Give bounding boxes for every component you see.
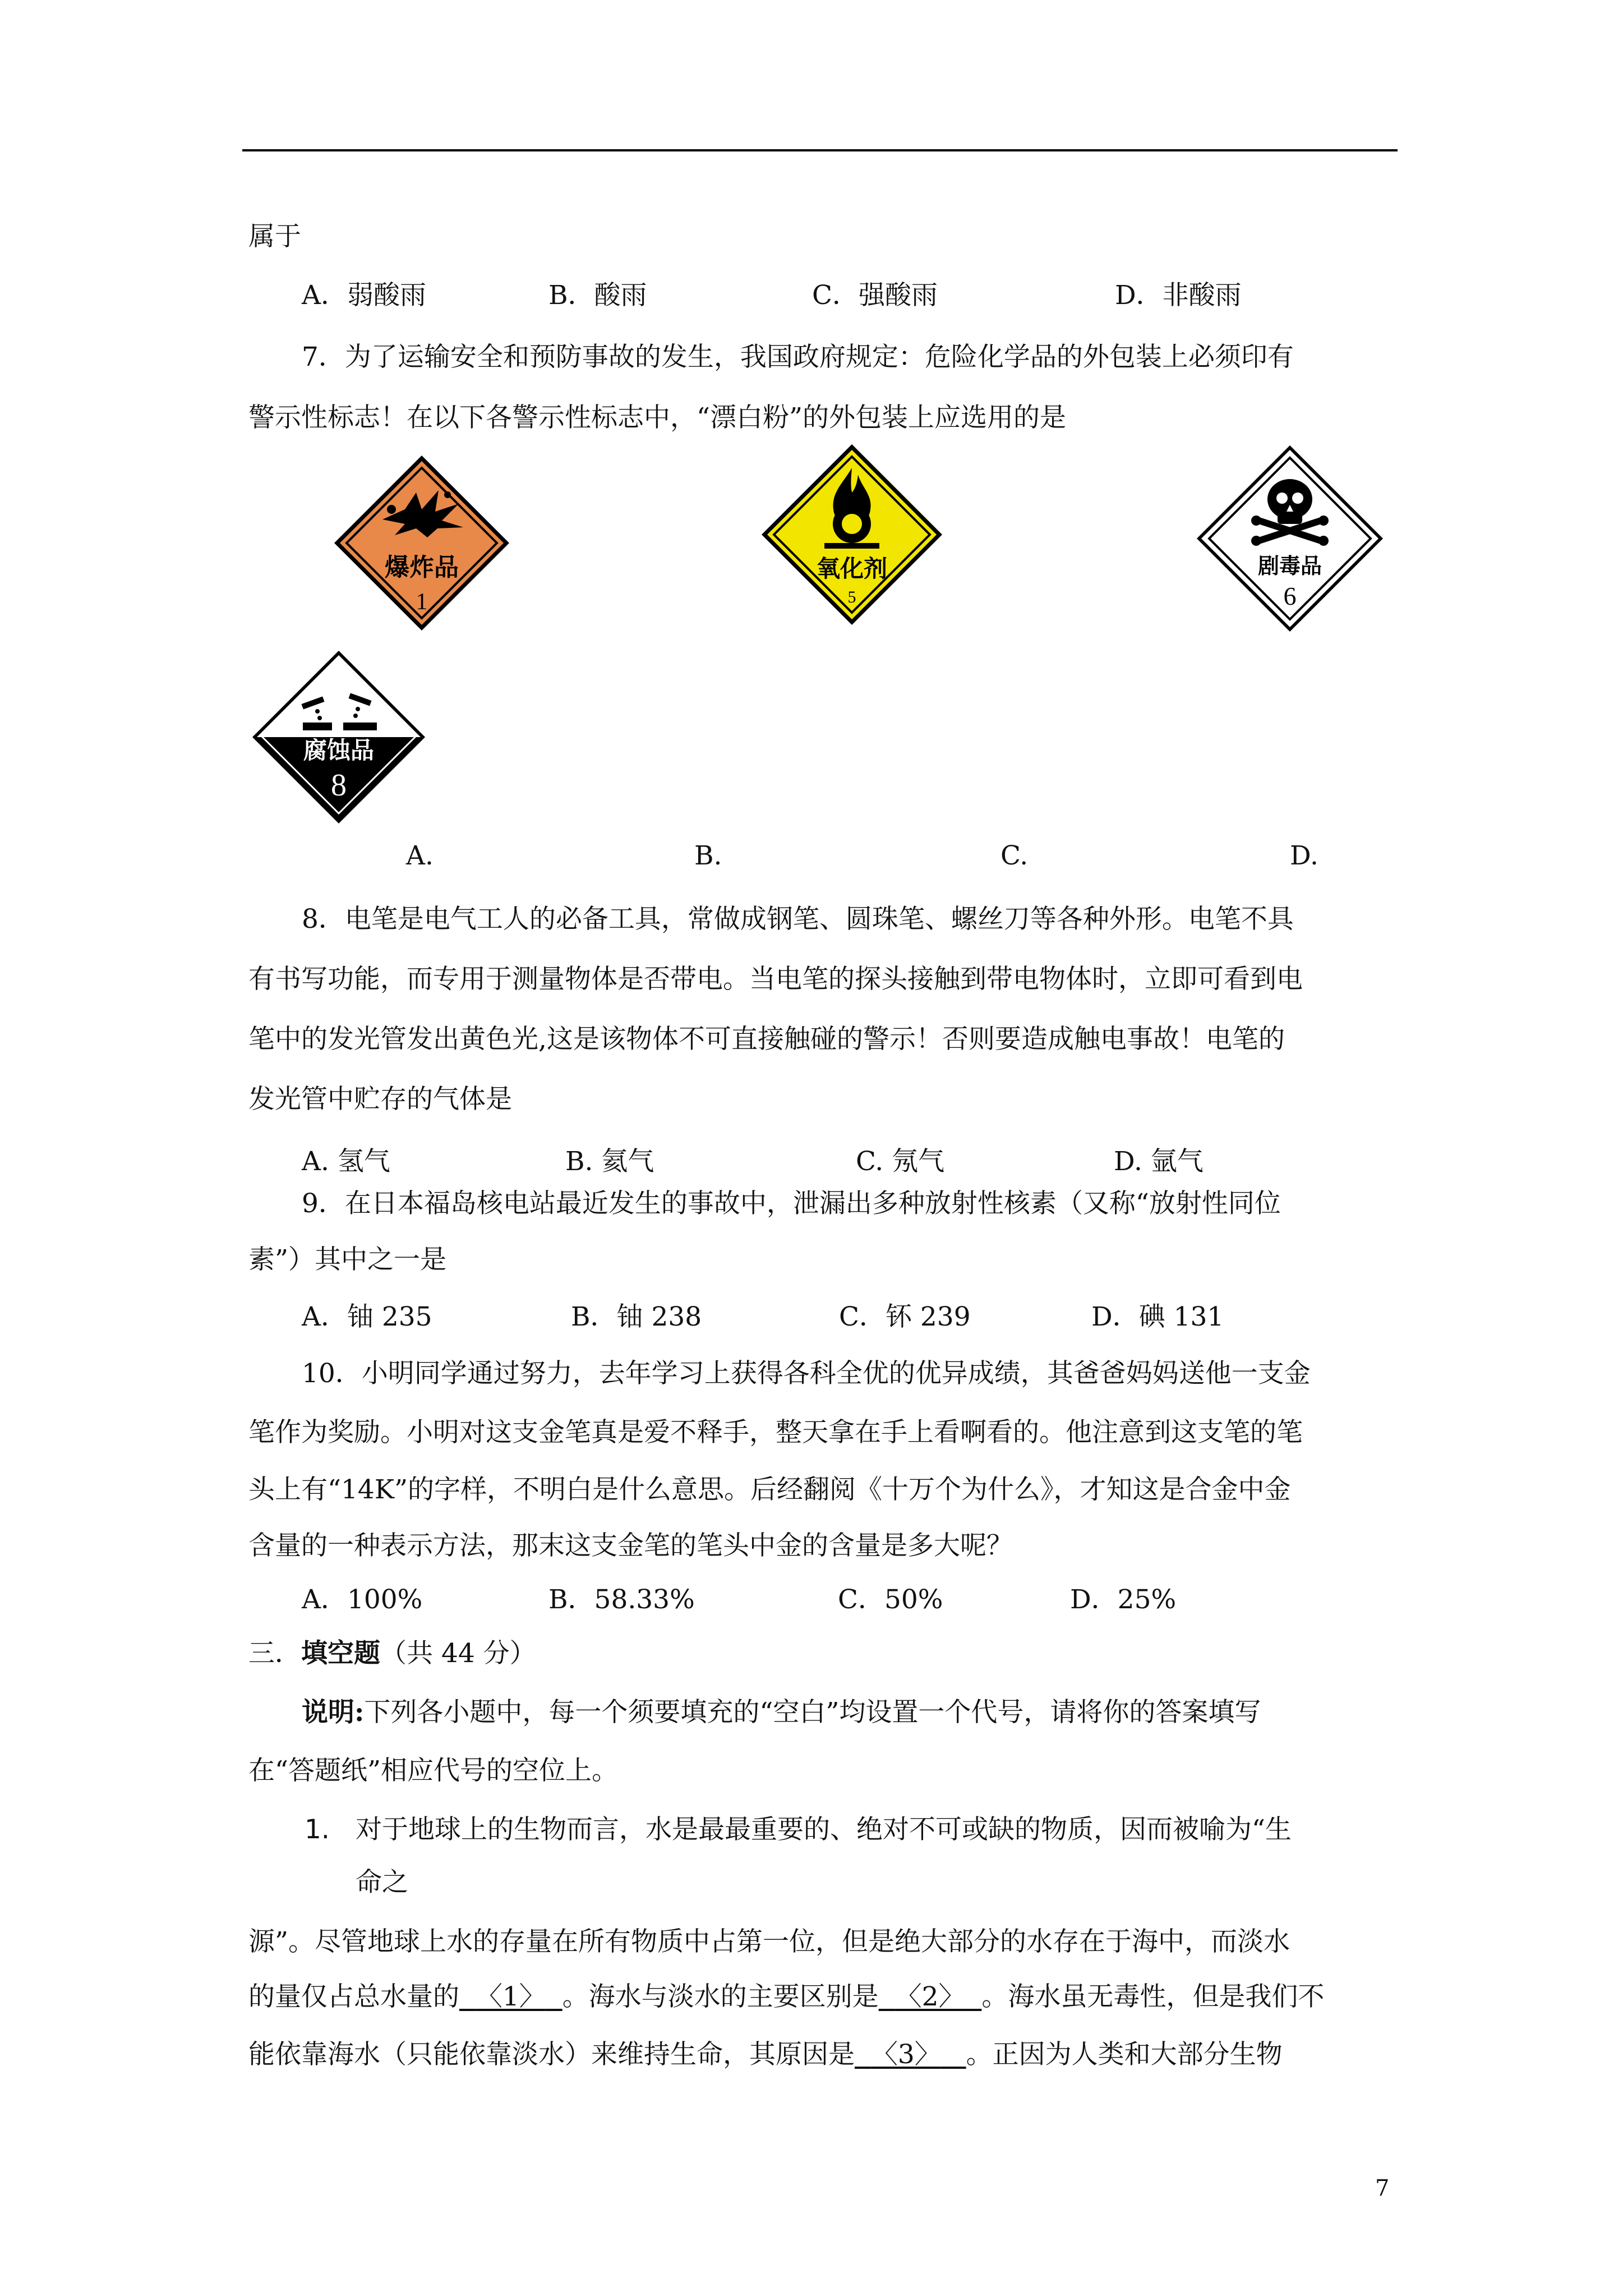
q7-stem-line1: 7．为了运输安全和预防事故的发生，我国政府规定：危险化学品的外包装上必须印有 bbox=[302, 342, 1294, 372]
q10-stem-line4: 含量的一种表示方法，那末这支金笔的笔头中金的含量是多大呢？ bbox=[248, 1530, 1013, 1561]
instruction-line2: 在“答题纸”相应代号的空位上。 bbox=[248, 1755, 619, 1786]
sign-class-number: 6 bbox=[1283, 582, 1297, 610]
q10-stem-line2: 笔作为奖励。小明对这支金笔真是爱不释手，整天拿在手上看啊看的。他注意到这支笔的笔 bbox=[248, 1417, 1303, 1448]
q9-stem-line2: 素”）其中之一是 bbox=[248, 1244, 447, 1275]
q7-option-b: B. bbox=[694, 840, 722, 871]
q6-option-c: C．强酸雨 bbox=[812, 280, 938, 311]
toxic-sign bbox=[1195, 443, 1385, 634]
item-number: 1. bbox=[305, 1814, 330, 1845]
q7-stem-line2: 警示性标志！在以下各警示性标志中，“漂白粉”的外包装上应选用的是 bbox=[248, 402, 1067, 433]
q10-option-b: B．58.33% bbox=[548, 1584, 695, 1615]
text-line: 属于 bbox=[248, 221, 301, 252]
q8-option-c: C. 氖气 bbox=[856, 1146, 945, 1177]
oxidizer-sign bbox=[759, 442, 944, 627]
q9-option-a: A．铀 235 bbox=[302, 1301, 432, 1332]
q10-option-a: A．100% bbox=[302, 1584, 423, 1615]
q10-option-c: C．50% bbox=[838, 1584, 943, 1615]
corrosive-sign bbox=[250, 648, 427, 826]
q10-stem-line3: 头上有“14K”的字样，不明白是什么意思。后经翻阅《十万个为什么》，才知这是合金中金 bbox=[248, 1474, 1291, 1505]
sign-class-number: 8 bbox=[331, 768, 347, 803]
header-rule bbox=[242, 149, 1398, 151]
item1-line2: 命之 bbox=[356, 1867, 408, 1898]
q7-option-c: C. bbox=[1000, 840, 1029, 871]
section-heading: 三．填空题（共 44 分） bbox=[248, 1638, 536, 1669]
item1-line4: 的量仅占总水量的 〈1〉 。海水与淡水的主要区别是 〈2〉 。海水虽无毒性，但是我们不 bbox=[248, 1981, 1325, 2012]
item1-line5: 能依靠海水（只能依靠淡水）来维持生命，其原因是 〈3〉 。正因为人类和大部分生物 bbox=[248, 2039, 1283, 2070]
item1-line3: 源”。尽管地球上水的存量在所有物质中占第一位，但是绝大部分的水存在于海中，而淡水 bbox=[248, 1926, 1290, 1957]
q6-option-a: A．弱酸雨 bbox=[302, 280, 426, 311]
answer-blank-2[interactable]: 〈2〉 bbox=[895, 1981, 965, 2012]
answer-blank-1[interactable]: 〈1〉 bbox=[476, 1981, 546, 2012]
q8-stem-line3: 笔中的发光管发出黄色光,这是该物体不可直接触碰的警示！否则要造成触电事故！电笔的 bbox=[248, 1024, 1285, 1055]
sign-label: 氧化剂 bbox=[816, 555, 888, 582]
sign-class-number: 5 bbox=[847, 588, 856, 606]
sign-label: 爆炸品 bbox=[385, 553, 459, 582]
q6-option-d: D．非酸雨 bbox=[1115, 280, 1242, 311]
q8-option-b: B. 氦气 bbox=[565, 1146, 654, 1177]
q9-option-b: B．铀 238 bbox=[571, 1301, 702, 1332]
q8-stem-line1: 8．电笔是电气工人的必备工具，常做成钢笔、圆珠笔、螺丝刀等各种外形。电笔不具 bbox=[302, 904, 1294, 935]
q8-option-a: A. 氢气 bbox=[302, 1146, 390, 1177]
sign-label: 剧毒品 bbox=[1257, 554, 1322, 578]
sign-label: 腐蚀品 bbox=[303, 737, 375, 764]
q6-option-b: B．酸雨 bbox=[548, 280, 647, 311]
explosive-sign bbox=[332, 453, 511, 633]
answer-blank-3[interactable]: 〈3〉 bbox=[871, 2039, 941, 2070]
instruction-line1: 说明:下列各小题中，每一个须要填充的“空白”均设置一个代号，请将你的答案填写 bbox=[302, 1697, 1261, 1728]
q8-stem-line4: 发光管中贮存的气体是 bbox=[248, 1084, 512, 1115]
q10-option-d: D．25% bbox=[1070, 1584, 1177, 1615]
q8-stem-line2: 有书写功能，而专用于测量物体是否带电。当电笔的探头接触到带电物体时，立即可看到电 bbox=[248, 964, 1303, 995]
q10-stem-line1: 10．小明同学通过努力，去年学习上获得各科全优的优异成绩，其爸爸妈妈送他一支金 bbox=[302, 1358, 1311, 1389]
q9-option-d: D．碘 131 bbox=[1091, 1301, 1224, 1332]
q9-option-c: C．钚 239 bbox=[839, 1301, 971, 1332]
sign-class-number: 1 bbox=[416, 589, 428, 615]
q7-option-a: A. bbox=[406, 840, 434, 871]
q9-stem-line1: 9．在日本福岛核电站最近发生的事故中，泄漏出多种放射性核素（又称“放射性同位 bbox=[302, 1188, 1281, 1219]
item1-line1: 对于地球上的生物而言，水是最最重要的、绝对不可或缺的物质，因而被喻为“生 bbox=[356, 1814, 1292, 1845]
q8-option-d: D. 氩气 bbox=[1114, 1146, 1204, 1177]
page-number: 7 bbox=[1375, 2175, 1390, 2201]
q7-option-d: D. bbox=[1290, 840, 1318, 871]
